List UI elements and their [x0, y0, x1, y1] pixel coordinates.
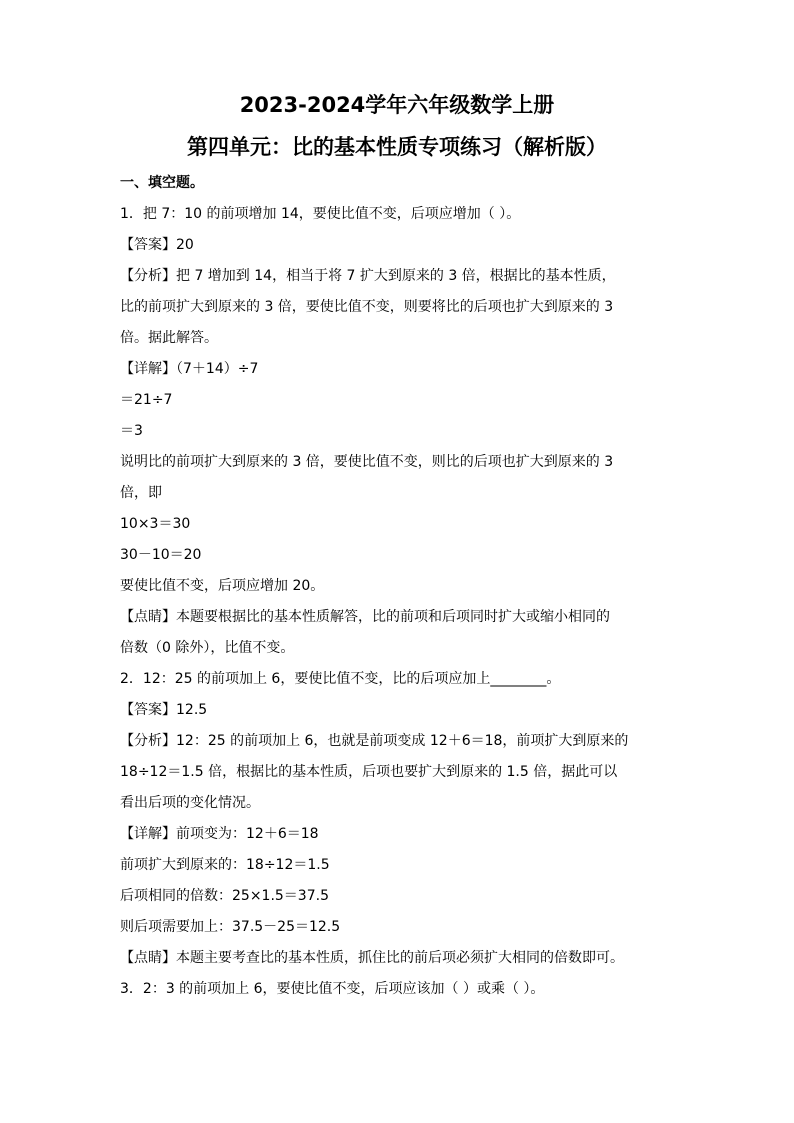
- analysis-line: 看出后项的变化情况。: [120, 795, 260, 811]
- document-subtitle: 第四单元：比的基本性质专项练习（解析版）: [187, 135, 607, 159]
- analysis-line: 18÷12＝1.5 倍，根据比的基本性质，后项也要扩大到原来的 1.5 倍，据此可以: [120, 764, 618, 780]
- detail-line: 【详解】前项变为：12＋6＝18: [120, 826, 319, 842]
- analysis-line: 【分析】把 7 增加到 14，相当于将 7 扩大到原来的 3 倍，根据比的基本性质，: [120, 268, 616, 284]
- detail-line: ＝3: [120, 423, 143, 439]
- remark-line: 倍数（0 除外），比值不变。: [120, 640, 295, 656]
- detail-line: 后项相同的倍数：25×1.5＝37.5: [120, 888, 329, 904]
- detail-line: 【详解】（7＋14）÷7: [120, 361, 259, 377]
- section-heading: 一、填空题。: [120, 175, 204, 191]
- question-1: 1．把 7：10 的前项增加 14，要使比值不变，后项应增加（ ）。: [120, 206, 521, 222]
- document-title: 2023-2024学年六年级数学上册: [239, 93, 555, 117]
- detail-line: 30－10＝20: [120, 547, 202, 563]
- detail-line: 10×3＝30: [120, 516, 191, 532]
- detail-line: 说明比的前项扩大到原来的 3 倍，要使比值不变，则比的后项也扩大到原来的 3: [120, 454, 614, 470]
- remark-line: 【点睛】本题主要考查比的基本性质，抓住比的前后项必须扩大相同的倍数即可。: [120, 950, 624, 966]
- question-2: 2．12：25 的前项加上 6，要使比值不变，比的后项应加上________。: [120, 671, 561, 687]
- detail-line: 则后项需要加上：37.5－25＝12.5: [120, 919, 341, 935]
- question-3: 3．2：3 的前项加上 6，要使比值不变，后项应该加（ ）或乘（ ）。: [120, 981, 545, 997]
- answer-line: 【答案】12.5: [120, 702, 208, 718]
- detail-line: 倍，即: [120, 485, 162, 501]
- answer-line: 【答案】20: [120, 237, 194, 253]
- detail-line: 要使比值不变，后项应增加 20。: [120, 578, 325, 594]
- analysis-line: 【分析】12：25 的前项加上 6，也就是前项变成 12＋6＝18，前项扩大到原来的: [120, 733, 629, 749]
- detail-line: ＝21÷7: [120, 392, 173, 408]
- analysis-line: 比的前项扩大到原来的 3 倍，要使比值不变，则要将比的后项也扩大到原来的 3: [120, 299, 614, 315]
- analysis-line: 倍。据此解答。: [120, 330, 218, 346]
- detail-line: 前项扩大到原来的：18÷12＝1.5: [120, 857, 330, 873]
- remark-line: 【点睛】本题要根据比的基本性质解答，比的前项和后项同时扩大或缩小相同的: [120, 609, 610, 625]
